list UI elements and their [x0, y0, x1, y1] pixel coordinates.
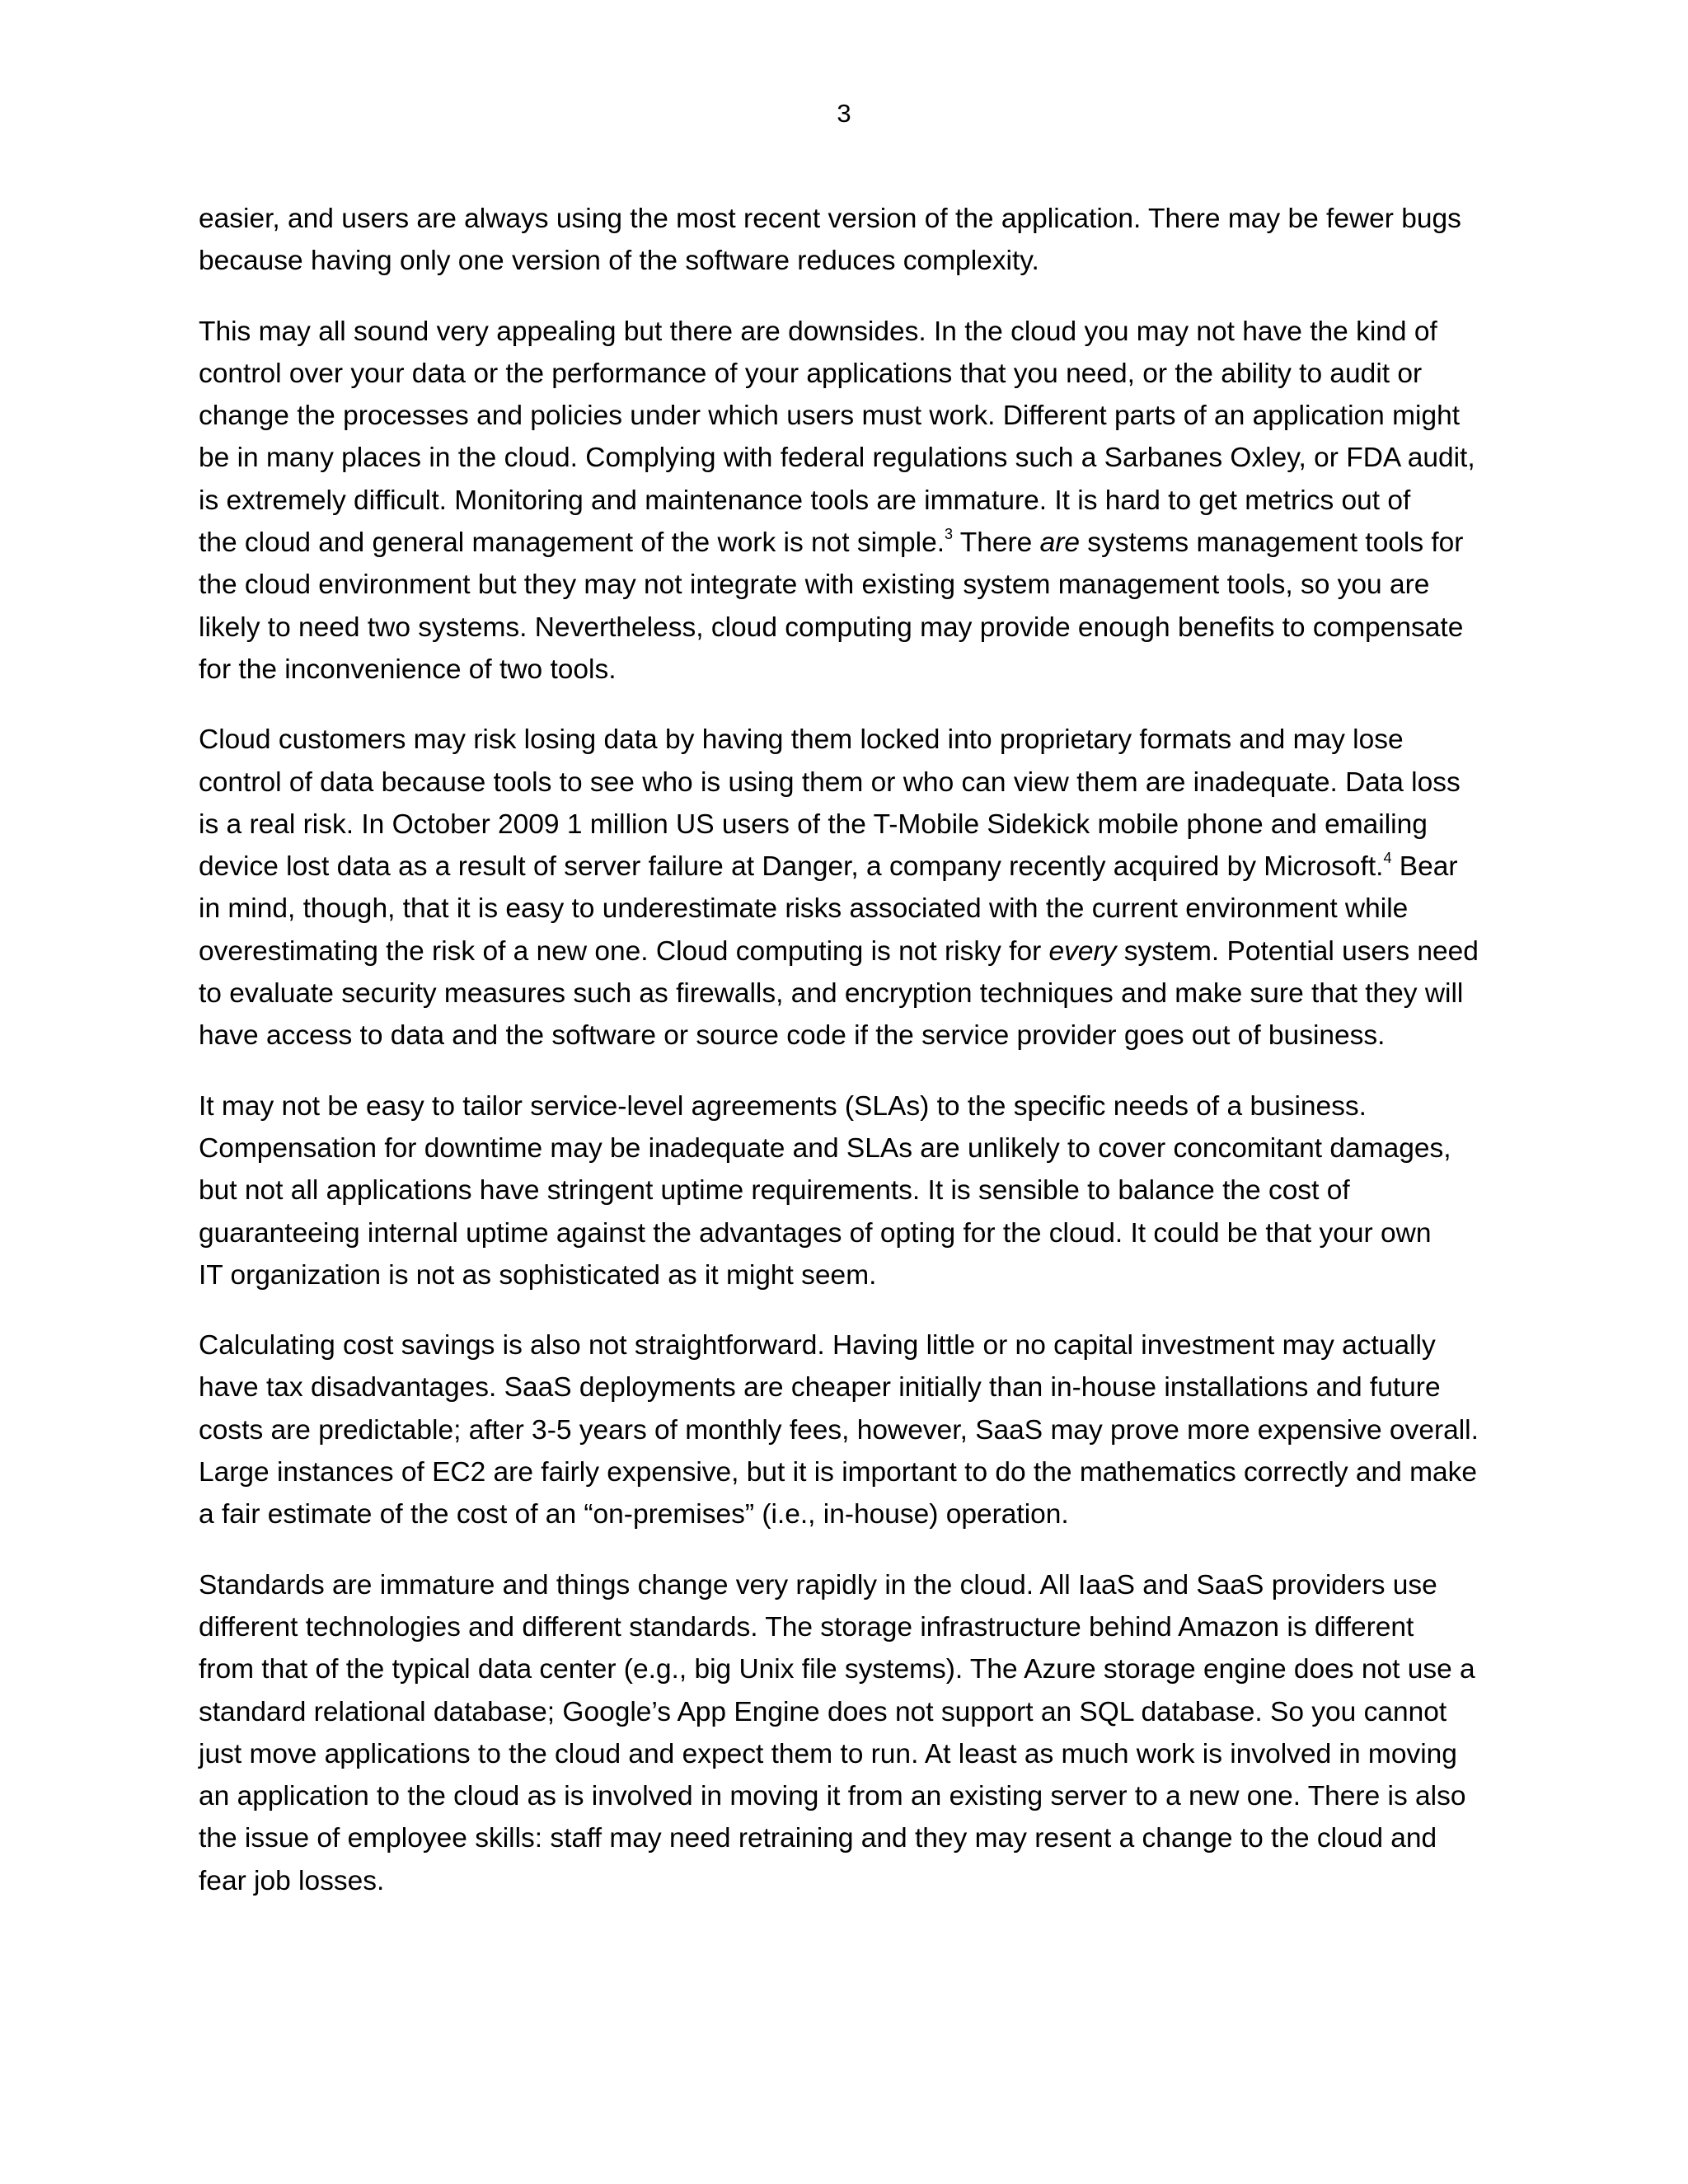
text-segment: Calculating cost savings is also not straightforward. Having little or no capital investment may actually — [199, 1330, 1436, 1361]
document-body — [199, 198, 1501, 1930]
text-line — [199, 240, 1501, 282]
footnote-reference: 3 — [945, 526, 954, 543]
text-line — [199, 1085, 1501, 1127]
text-segment: systems management tools for — [1080, 527, 1464, 559]
text-segment: have access to data and the software or source code if the service provider goes out of business. — [199, 1020, 1386, 1052]
footnote-reference: 4 — [1383, 850, 1392, 867]
text-segment: There — [953, 527, 1040, 559]
text-line — [199, 762, 1501, 804]
text-line — [199, 1409, 1501, 1451]
text-line — [199, 1648, 1501, 1690]
text-segment: It may not be easy to tailor service-level agreements (SLAs) to the specific needs of a business. — [199, 1090, 1367, 1122]
text-segment: IT organization is not as sophisticated as it might seem. — [199, 1259, 877, 1291]
paragraph — [199, 311, 1501, 691]
text-segment: overestimating the risk of a new one. Cloud computing is not risky for — [199, 935, 1049, 967]
text-line — [199, 1127, 1501, 1169]
text-line — [199, 972, 1501, 1015]
text-segment: have tax disadvantages. SaaS deployments are cheaper initially than in-house installations and future — [199, 1372, 1441, 1404]
text-segment: be in many places in the cloud. Complying with federal regulations such a Sarbanes Oxley, or FDA audit, — [199, 443, 1475, 474]
text-segment: is extremely difficult. Monitoring and maintenance tools are immature. It is hard to get metrics out of — [199, 485, 1411, 516]
text-segment: the cloud and general management of the work is not simple. — [199, 527, 945, 559]
text-segment: is a real risk. In October 2009 1 million US users of the T-Mobile Sidekick mobile phone and emailing — [199, 808, 1428, 840]
text-line — [199, 1324, 1501, 1366]
text-segment: a fair estimate of the cost of an “on-premises” (i.e., in-house) operation. — [199, 1499, 1069, 1530]
text-line — [199, 198, 1501, 240]
text-segment: guaranteeing internal uptime against the advantages of opting for the cloud. It could be that your own — [199, 1217, 1432, 1249]
text-segment: for the inconvenience of two tools. — [199, 654, 617, 685]
paragraph — [199, 198, 1501, 283]
emphasized-text: every — [1048, 935, 1117, 967]
text-segment: easier, and users are always using the most recent version of the application. There may be fewer bugs — [199, 204, 1461, 234]
text-line — [199, 804, 1501, 846]
text-line — [199, 930, 1501, 972]
text-segment: from that of the typical data center (e.g., big Unix file systems). The Azure storage engine does not use a — [199, 1654, 1475, 1685]
text-segment: just move applications to the cloud and expect them to run. At least as much work is involved in moving — [199, 1738, 1457, 1769]
text-segment: to evaluate security measures such as firewalls, and encryption techniques and make sure that they will — [199, 978, 1464, 1010]
text-line — [199, 1564, 1501, 1606]
text-line — [199, 649, 1501, 691]
text-line — [199, 1169, 1501, 1212]
text-line — [199, 1212, 1501, 1254]
text-segment: different technologies and different standards. The storage infrastructure behind Amazon is different — [199, 1611, 1414, 1643]
text-segment: the cloud environment but they may not integrate with existing system management tools, so you are — [199, 569, 1430, 601]
text-segment: This may all sound very appealing but there are downsides. In the cloud you may not have the kind of — [199, 316, 1437, 347]
text-segment: fear job losses. — [199, 1865, 385, 1896]
paragraph — [199, 1564, 1501, 1902]
text-segment: standard relational database; Google’s App Engine does not support an SQL database. So you cannot — [199, 1696, 1447, 1727]
text-line — [199, 1775, 1501, 1817]
text-line — [199, 1015, 1501, 1057]
text-segment: costs are predictable; after 3-5 years of monthly fees, however, SaaS may prove more expensive overall. — [199, 1414, 1479, 1446]
text-line — [199, 1451, 1501, 1493]
text-line — [199, 437, 1501, 479]
text-line — [199, 353, 1501, 395]
text-line — [199, 607, 1501, 649]
text-line — [199, 1733, 1501, 1775]
text-line — [199, 480, 1501, 522]
text-segment: system. Potential users need — [1116, 935, 1479, 967]
paragraph — [199, 1324, 1501, 1535]
text-line — [199, 1366, 1501, 1408]
text-line — [199, 522, 1501, 564]
text-line — [199, 1860, 1501, 1902]
text-line — [199, 311, 1501, 353]
text-line — [199, 1493, 1501, 1535]
text-segment: Compensation for downtime may be inadequate and SLAs are unlikely to cover concomitant damages, — [199, 1132, 1451, 1164]
paragraph — [199, 719, 1501, 1057]
paragraph — [199, 1085, 1501, 1296]
text-segment: Bear — [1391, 851, 1458, 883]
text-segment: an application to the cloud as is involved in moving it from an existing server to a new one. There is also — [199, 1781, 1466, 1812]
text-line — [199, 1606, 1501, 1648]
text-segment: device lost data as a result of server failure at Danger, a company recently acquired by Microsoft. — [199, 851, 1384, 883]
text-segment: Cloud customers may risk losing data by having them locked into proprietary formats and may lose — [199, 724, 1404, 756]
text-line — [199, 1817, 1501, 1859]
text-segment: control of data because tools to see who is using them or who can view them are inadequate. Data loss — [199, 766, 1461, 798]
text-segment: in mind, though, that it is easy to underestimate risks associated with the current environment while — [199, 893, 1409, 925]
text-line — [199, 564, 1501, 606]
text-line — [199, 1254, 1501, 1296]
text-segment: control over your data or the performance of your applications that you need, or the ability to audit or — [199, 358, 1423, 389]
text-segment: likely to need two systems. Nevertheless, cloud computing may provide enough benefits to compensate — [199, 612, 1464, 643]
text-line — [199, 719, 1501, 761]
text-segment: Large instances of EC2 are fairly expensive, but it is important to do the mathematics correctly and make — [199, 1457, 1478, 1488]
text-segment: the issue of employee skills: staff may need retraining and they may resent a change to the cloud and — [199, 1823, 1437, 1854]
text-segment: change the processes and policies under which users must work. Different parts of an application might — [199, 401, 1461, 432]
text-segment: but not all applications have stringent uptime requirements. It is sensible to balance the cost of — [199, 1175, 1350, 1207]
text-line — [199, 888, 1501, 930]
emphasized-text: are — [1039, 527, 1080, 559]
text-line — [199, 395, 1501, 437]
text-line — [199, 1691, 1501, 1733]
text-segment: Standards are immature and things change very rapidly in the cloud. All IaaS and SaaS providers use — [199, 1569, 1437, 1601]
text-segment: because having only one version of the software reduces complexity. — [199, 246, 1039, 277]
text-line — [199, 846, 1501, 888]
page-number: 3 — [837, 99, 851, 128]
